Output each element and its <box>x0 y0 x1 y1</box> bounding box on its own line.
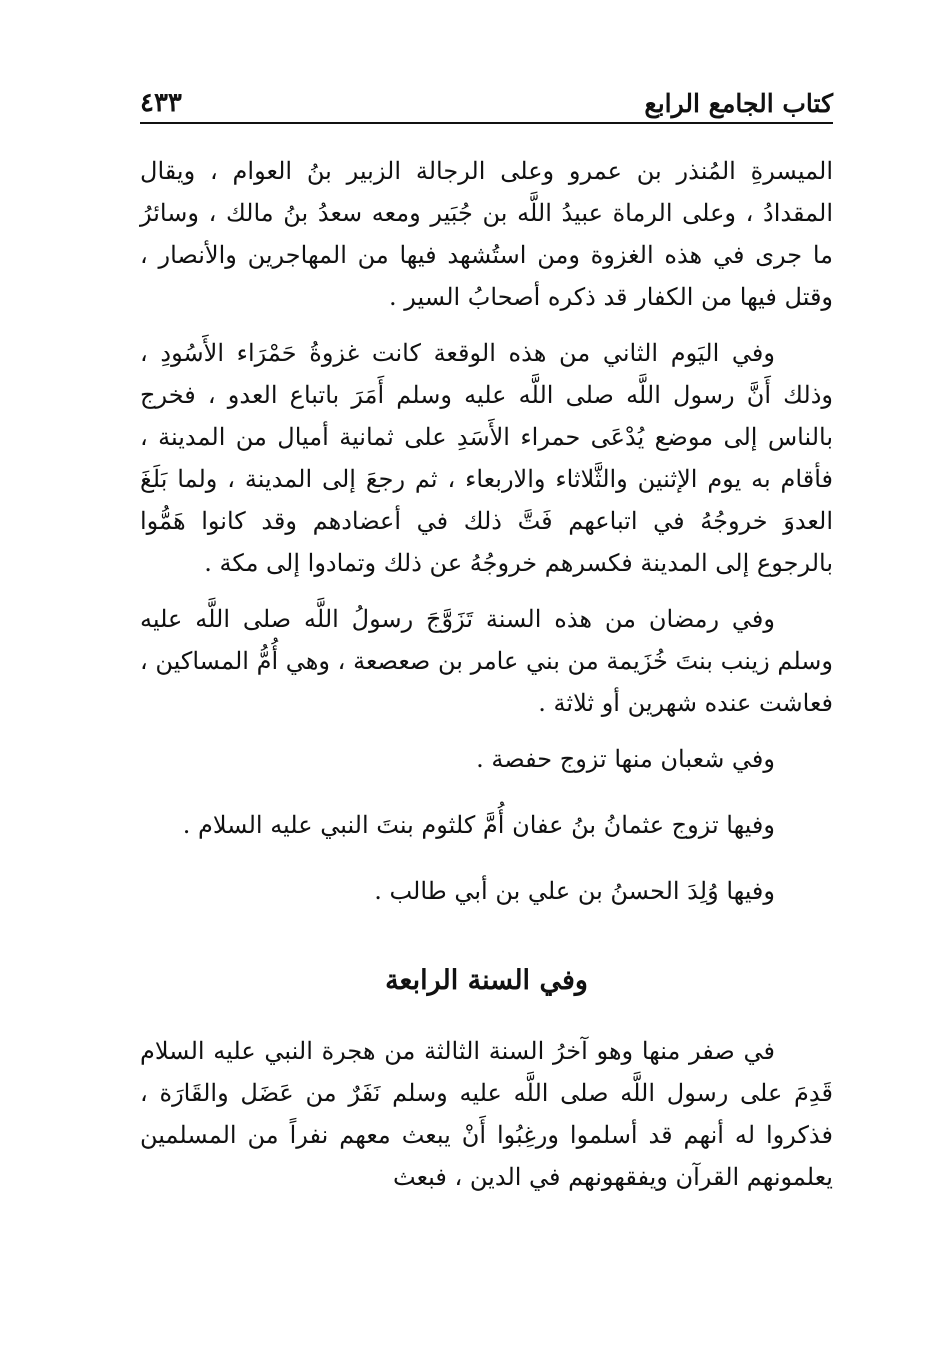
short-line-1: وفي شعبان منها تزوج حفصة . <box>476 745 775 773</box>
short-line-3: وفيها وُلِدَ الحسنُ بن علي بن أبي طالب . <box>374 877 775 905</box>
running-title: كتاب الجامع الرابع <box>644 89 833 118</box>
section-heading: وفي السنة الرابعة <box>385 965 588 996</box>
paragraph-1: الميسرةِ المُنذر بن عمرو وعلى الرجالة الزبير بنُ العوام ، ويقال المقدادُ ، وعلى الرماة عبيدُ اللَّه بن جُبَير ومعه سعدُ بنُ مالك ، وسائرُ ما جرى في هذه الغزوة ومن استُشهد فيها من المهاجرين والأنصار ، وقتل فيها من الكفار قد ذكره أصحابُ السير . <box>140 157 833 311</box>
page-header <box>140 84 833 124</box>
paragraph-3: وفي رمضان من هذه السنة تَزَوَّجَ رسولُ اللَّه صلى اللَّه عليه وسلم زينب بنتَ خُزَيمة من بني عامر بن صعصعة ، وهي أُمُّ المساكين ، فعاشت عنده شهرين أو ثلاثة . <box>140 605 833 717</box>
page-body <box>140 150 833 1212</box>
short-line-2: وفيها تزوج عثمانُ بنُ عفان أُمَّ كلثوم بنتَ النبي عليه السلام . <box>182 811 775 839</box>
paragraph-2: وفي اليَوم الثاني من هذه الوقعة كانت غزوةُ حَمْرَاء الأَسُودِ ، وذلك أَنَّ رسول اللَّه صلى اللَّه عليه وسلم أَمَرَ باتباع العدو ، فخرج بالناس إلى موضع يُدْعَى حمراء الأَسَدِ على ثمانية أميال من المدينة ، فأقام به يوم الإثنين والثَّلاثاء والاربعاء ، ثم رجعَ إلى المدينة ، ولما بَلَغَ العدوَ خروجُهُ في اتباعهم فَتَّ ذلك في أعضادهم وقد كانوا هَمُّوا بالرجوع إلى المدينة فكسرهم خروجُهُ عن ذلك وتمادوا إلى مكة . <box>140 339 833 577</box>
page-number: ٤٣٣ <box>140 88 182 118</box>
paragraph-4: في صفر منها وهو آخرُ السنة الثالثة من هجرة النبي عليه السلام قَدِمَ على رسول اللَّه صلى اللَّه عليه وسلم نَفَرٌ من عَضَل والقَارَة ، فذكروا له أنهم قد أسلموا ورغِبُوا أَنْ يبعث معهم نفراً من المسلمين يعلمونهم القرآن ويفقهونهم في الدين ، فبعث <box>140 1037 833 1191</box>
